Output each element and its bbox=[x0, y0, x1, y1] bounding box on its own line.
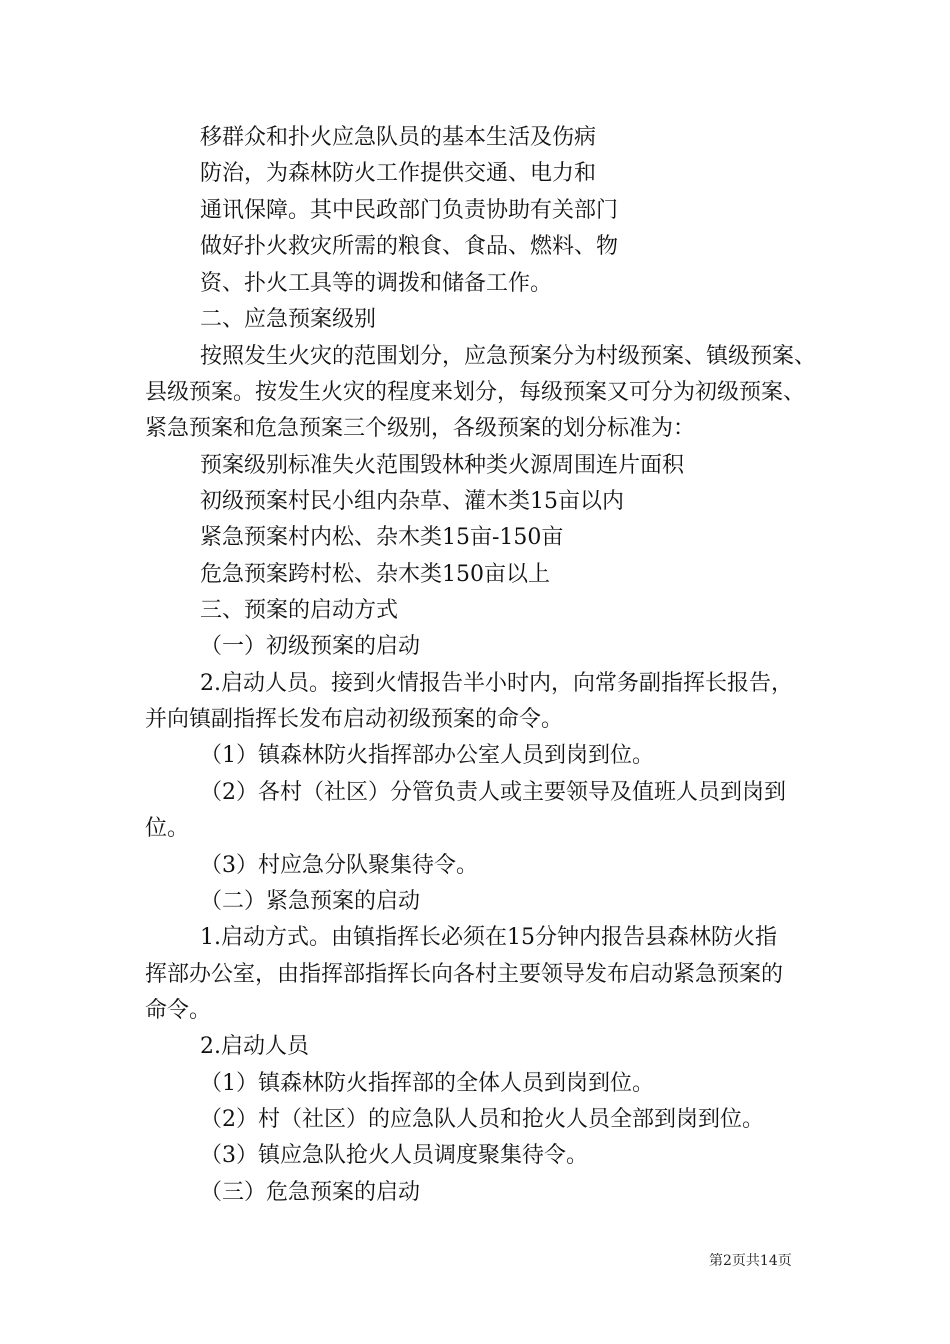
section-heading: 三、预案的启动方式 bbox=[200, 598, 399, 623]
text-line: 紧急预案村内松、杂木类15亩-150亩 bbox=[200, 525, 564, 550]
text-line: 县级预案。按发生火灾的程度来划分，每级预案又可分为初级预案、 bbox=[145, 380, 806, 405]
text-line: 挥部办公室，由指挥部指挥长向各村主要领导发布启动紧急预案的 bbox=[145, 962, 784, 987]
section-heading: 二、应急预案级别 bbox=[200, 307, 377, 332]
text-line: 2.启动人员 bbox=[200, 1034, 309, 1059]
text-line: 1.启动方式。由镇指挥长必须在15分钟内报告县森林防火指 bbox=[200, 925, 777, 950]
text-line: 危急预案跨村松、杂木类150亩以上 bbox=[200, 562, 550, 587]
subsection-heading: （一）初级预案的启动 bbox=[200, 634, 421, 659]
subsection-heading: （三）危急预案的启动 bbox=[200, 1180, 421, 1205]
text-line: （3）镇应急队抢火人员调度聚集待令。 bbox=[200, 1143, 588, 1168]
text-line: 做好扑火救灾所需的粮食、食品、燃料、物 bbox=[200, 234, 619, 259]
page-number-footer: 第2页共14页 bbox=[709, 1253, 792, 1269]
text-line: 紧急预案和危急预案三个级别，各级预案的划分标准为： bbox=[145, 416, 696, 441]
text-line: 并向镇副指挥长发布启动初级预案的命令。 bbox=[145, 707, 564, 732]
text-line: 位。 bbox=[145, 816, 190, 841]
text-line: 命令。 bbox=[145, 998, 212, 1023]
text-line: 初级预案村民小组内杂草、灌木类15亩以内 bbox=[200, 489, 624, 514]
text-line: （2）村（社区）的应急队人员和抢火人员全部到岗到位。 bbox=[200, 1107, 764, 1132]
text-line: 预案级别标准失火范围毁林种类火源周围连片面积 bbox=[200, 453, 685, 478]
text-line: （1）镇森林防火指挥部办公室人员到岗到位。 bbox=[200, 743, 654, 768]
text-line: 防治，为森林防火工作提供交通、电力和 bbox=[200, 161, 597, 186]
text-line: （3）村应急分队聚集待令。 bbox=[200, 853, 478, 878]
text-line: 通讯保障。其中民政部门负责协助有关部门 bbox=[200, 198, 619, 223]
text-line: （1）镇森林防火指挥部的全体人员到岗到位。 bbox=[200, 1071, 654, 1096]
text-line: 资、扑火工具等的调拨和储备工作。 bbox=[200, 271, 553, 296]
text-line: 移群众和扑火应急队员的基本生活及伤病 bbox=[200, 125, 597, 150]
subsection-heading: （二）紧急预案的启动 bbox=[200, 889, 421, 914]
text-line: 2.启动人员。接到火情报告半小时内，向常务副指挥长报告， bbox=[200, 671, 793, 696]
text-line: （2）各村（社区）分管负责人或主要领导及值班人员到岗到 bbox=[200, 780, 786, 805]
text-line: 按照发生火灾的范围划分，应急预案分为村级预案、镇级预案、 bbox=[200, 344, 817, 369]
